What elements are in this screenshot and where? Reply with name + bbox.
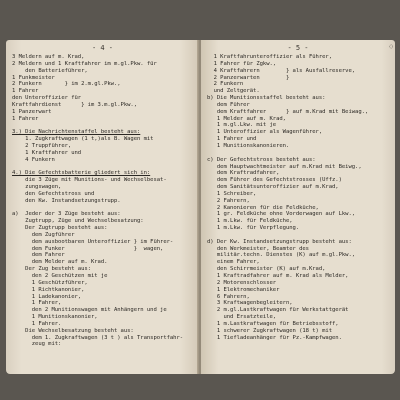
right-page-text [201, 54, 395, 341]
text-line: dem Kraftfahrer } auf m.Krad mit Beiwag., [207, 108, 369, 115]
text-line: 6 Fahrern, [207, 293, 250, 300]
text-line: den Schirrmeister (K) auf m.Krad, [207, 266, 326, 273]
text-line: dem Zugführer [12, 231, 75, 238]
text-line: 2 Funkern } im 2.m.gl.Pkw., [12, 81, 121, 88]
text-line: 1 Fahrer [12, 88, 39, 95]
text-line: 1 m.gl.Lkw. mit je [207, 122, 277, 129]
text-line: dem Führer des Gefechtstrosses (Uffz.) [207, 177, 342, 184]
corner-mark: ◌ [389, 43, 393, 50]
text-line: 2 Meldern und 1 Kraftfahrer im m.gl.Pkw. für [12, 60, 157, 67]
text-line: zungswagen, [12, 184, 62, 191]
text-line: Die Wechselbesatzung besteht aus: [12, 327, 134, 334]
text-line: den Kw. Instandsetzungstrupp. [12, 197, 121, 204]
text-line: 1 Tiefladeanhänger für Pz.-Kampfwagen. [207, 334, 342, 341]
text-line: den 2 Munitionswagen mit Anhängern und je [12, 307, 167, 314]
text-line: 1 Kraftfahrunteroffizier als Führer, [207, 54, 333, 60]
text-line: 2 Kanonieren für die Feldküche, [207, 204, 319, 211]
text-line: dem Sanitätsunteroffizier auf m.Krad, [207, 184, 339, 191]
text-line: 2 m.gl.Lastkraftwagen für Werkstattgerät [207, 307, 349, 314]
text-line: Der Zugtrupp besteht aus: [12, 225, 108, 232]
text-line: 1 gr. Feldküche ohne Vorderwagen auf Lkw., [207, 211, 356, 218]
text-line: 1 Fahrer. [12, 320, 62, 327]
text-line [207, 150, 391, 157]
text-line: den Werkmeister, Beamter des [207, 245, 309, 252]
text-line: 2 Fahrern, [207, 197, 250, 204]
text-line: 2 Motorenschlosser [207, 279, 277, 286]
text-line: 1 Fahrer, [12, 300, 62, 307]
text-line: 1 Ladekanonier, [12, 293, 82, 300]
text-line: 1 Richtkanonier, [12, 286, 85, 293]
text-line: 1 Fahrer und [207, 136, 257, 143]
text-line: 1 Fahrer für Zgkw., [207, 60, 277, 67]
text-line: 1 Munitionskanonieren. [207, 142, 290, 149]
text-line: 3 Meldern auf m. Krad, [12, 54, 85, 60]
left-page-number: - 4 - [91, 44, 114, 52]
text-line: dem Führer [207, 101, 250, 108]
text-line [12, 122, 195, 129]
text-line: Zugtrupp, Züge und Wechselbesatzung: [12, 218, 144, 225]
text-line [207, 232, 391, 239]
text-line: b) Die Munitionsstaffel besteht aus: [207, 95, 326, 102]
text-line: 1 Schreiber, [207, 190, 257, 197]
text-line: Kraftfahrdienst } im 3.m.gl.Pkw., [12, 101, 138, 108]
text-line: 1 Elektromechaniker [207, 286, 280, 293]
text-line: 1 Kraftfahrer und [12, 149, 82, 156]
text-line: 1 Geschützführer, [12, 279, 88, 286]
text-line: dem Kraftradfahrer, [207, 170, 280, 177]
text-line: den Batterieführer, [12, 67, 88, 74]
right-page-number: - 5 - [287, 44, 309, 52]
text-line: den 2 Geschützen mit je [12, 273, 108, 279]
text-line: 1 Munitionskanonier, [12, 314, 98, 321]
left-page [6, 40, 199, 374]
text-line: 1 schwerer Zugkraftwagen (18 t) mit [207, 327, 333, 334]
text-line: 2 Panzerwarten } [207, 74, 290, 81]
text-line: 1 m.Lkw. für Feldküche, [207, 218, 293, 225]
text-line: 3.) Die Nachrichtenstaffel besteht aus: [12, 129, 141, 136]
text-line: 4 Kraftfahrern } als Ausfallreserve, [207, 67, 356, 74]
text-line: 2 Funkern [207, 81, 244, 88]
text-line: 1 Unteroffizier als Wagenführer, [207, 129, 323, 136]
text-line [12, 205, 195, 212]
text-line: militär.techn. Dienstes (K) auf m.gl.Pkw., [207, 252, 356, 259]
text-line: 4 Funkern [12, 156, 55, 163]
right-page [201, 40, 395, 374]
text-line: 1 Melder auf m. Krad, [207, 115, 286, 122]
text-line: dem Funker } wagen, [12, 245, 164, 252]
text-line: und Ersatzteile, [207, 314, 277, 321]
text-line: 1 Funkmeister [12, 74, 55, 81]
text-line: a) Jeder der 3 Züge besteht aus: [12, 211, 121, 218]
text-line: und Zeltgerät. [207, 88, 260, 95]
text-line: zeug mit: [12, 341, 62, 348]
text-line: 1 Panzerwart [12, 108, 52, 115]
text-line: dem Melder auf m. Krad. [12, 259, 108, 266]
text-line: 1 Kraftradfahrer auf m. Krad als Melder, [207, 273, 349, 279]
text-line: dem ausbootbaren Unteroffizier } im Führer- [12, 238, 174, 245]
text-line: 1. Zugkraftwagen (1 t,)als B. Wagen mit [12, 136, 154, 143]
text-line: dem Hauptwachtmeister auf m.Krad mit Beiwg., [207, 163, 362, 170]
text-line: den Unteroffizier für [12, 95, 82, 102]
text-line: 1 m.Lkw. für Verpflegung. [207, 225, 300, 232]
text-line: d) Der Kw. Instandsetzungstrupp besteht aus: [207, 238, 352, 245]
text-line: 3 Kraftwagenbegleitern, [207, 300, 293, 307]
text-line: 2 Truppführer, [12, 142, 72, 149]
text-line: dem Fahrer [12, 252, 65, 259]
text-line: 1 m.Lastkraftwagen für Betriebsstoff, [207, 320, 339, 327]
text-line: c) Der Gefechtstross besteht aus: [207, 156, 316, 163]
text-line: dem 1. Zugkraftwagen (3 t ) als Transportfahr- [12, 334, 184, 341]
text-line: den Gefechtstross und [12, 190, 95, 197]
text-line: die 3 Züge mit Munitions- und Wechselbesat- [12, 177, 167, 184]
text-line: Der Zug besteht aus: [12, 266, 91, 273]
left-page-text [6, 54, 199, 348]
text-line: 4.) Die Gefechtsbatterie gliedert sich in: [12, 170, 151, 177]
text-line: 1 Fahrer [12, 115, 39, 122]
text-line [12, 164, 195, 171]
text-line: einem Fahrer, [207, 259, 260, 266]
